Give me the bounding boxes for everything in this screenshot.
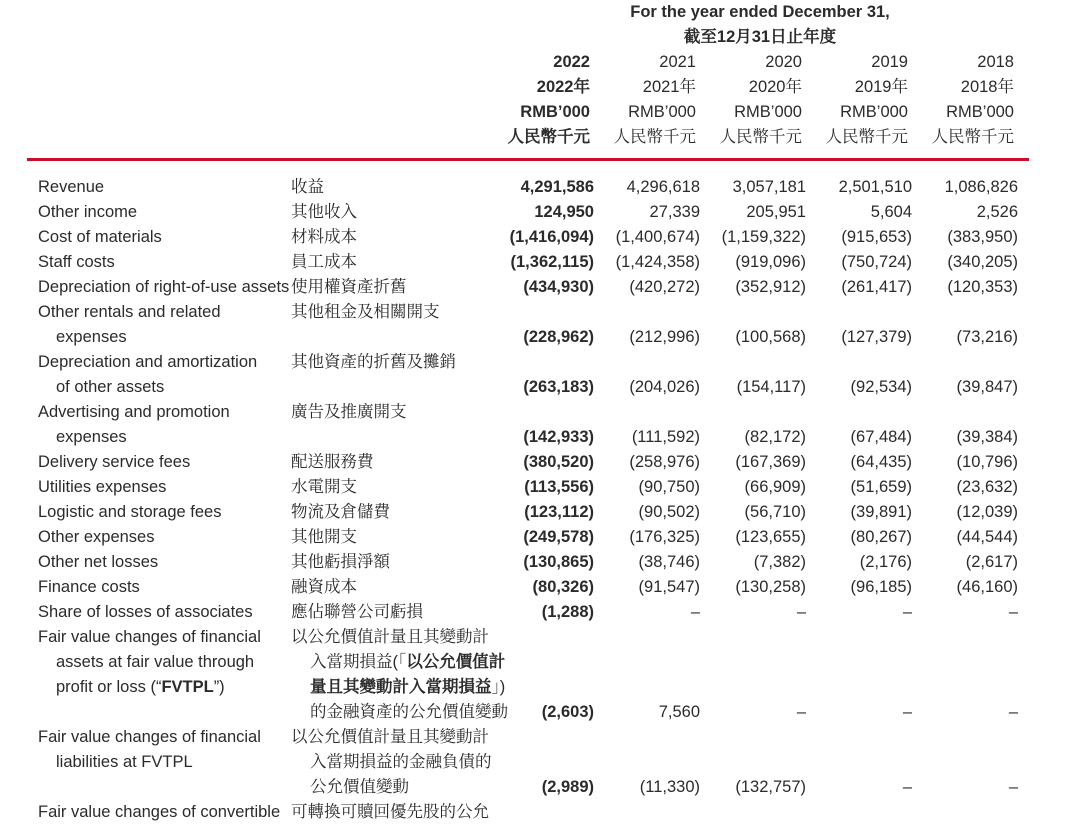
row-label-zh: 的金融資產的公允價值變動 — [310, 703, 508, 721]
row-label-zh: 入當期損益的金融負債的 — [310, 753, 492, 771]
value-cell: (39,847) — [956, 378, 1018, 396]
value-cell: (90,502) — [638, 503, 700, 521]
col-year-zh: 2020年 — [748, 78, 802, 96]
table-row — [0, 525, 1077, 550]
value-cell: (1,416,094) — [509, 228, 594, 246]
col-year: 2019 — [871, 53, 908, 71]
row-label-zh: 其他虧損淨額 — [291, 553, 390, 571]
value-cell: (420,272) — [629, 278, 700, 296]
row-label-en: profit or loss (“FVTPL”) — [56, 678, 225, 696]
col-year-zh: 2021年 — [642, 78, 696, 96]
row-label-en: Depreciation and amortization — [38, 353, 258, 371]
row-label-en: Fair value changes of convertible — [38, 803, 281, 821]
value-cell: 2,501,510 — [838, 178, 912, 196]
table-row — [0, 675, 1077, 700]
value-cell: 4,291,586 — [520, 178, 594, 196]
col-unit-zh: 人民幣千元 — [931, 128, 1014, 146]
row-label-en: Fair value changes of financial — [38, 728, 261, 746]
row-label-zh: 融資成本 — [291, 578, 357, 596]
value-cell: – — [902, 603, 912, 621]
value-cell: (132,757) — [735, 778, 806, 796]
financial-table-body — [0, 175, 1077, 825]
row-label-zh: 其他收入 — [291, 203, 357, 221]
row-label-en: of other assets — [56, 378, 165, 396]
value-cell: (123,112) — [524, 503, 594, 521]
table-row — [0, 775, 1077, 800]
col-year: 2021 — [659, 53, 696, 71]
value-cell: (44,544) — [956, 528, 1018, 546]
value-cell: (1,400,674) — [615, 228, 700, 246]
value-cell: (130,865) — [523, 553, 594, 571]
value-cell: (142,933) — [523, 428, 594, 446]
value-cell: (383,950) — [947, 228, 1018, 246]
value-cell: (10,796) — [956, 453, 1018, 471]
col-year: 2018 — [977, 53, 1014, 71]
value-cell: (123,655) — [735, 528, 806, 546]
table-row — [0, 625, 1077, 650]
value-cell: (56,710) — [744, 503, 806, 521]
row-label-zh: 材料成本 — [291, 228, 357, 246]
value-cell: (92,534) — [850, 378, 912, 396]
value-cell: (228,962) — [523, 328, 594, 346]
row-label-en: liabilities at FVTPL — [56, 753, 193, 771]
col-unit: RMB’000 — [734, 103, 802, 121]
col-unit: RMB’000 — [628, 103, 696, 121]
value-cell: (915,653) — [841, 228, 912, 246]
col-unit: RMB’000 — [520, 103, 590, 121]
value-cell: (51,659) — [850, 478, 912, 496]
table-row — [0, 550, 1077, 575]
row-label-en: Fair value changes of financial — [38, 628, 261, 646]
row-label-en: Logistic and storage fees — [38, 503, 222, 521]
value-cell: (82,172) — [744, 428, 806, 446]
value-cell: (1,159,322) — [721, 228, 806, 246]
value-cell: (90,750) — [638, 478, 700, 496]
table-row — [0, 600, 1077, 625]
table-row — [0, 500, 1077, 525]
value-cell: (380,520) — [523, 453, 594, 471]
value-cell: – — [690, 603, 700, 621]
value-cell: (167,369) — [735, 453, 806, 471]
value-cell: (2,176) — [859, 553, 912, 571]
header-title-en: For the year ended December 31, — [630, 3, 890, 21]
row-label-zh: 可轉換可贖回優先股的公允 — [291, 803, 489, 821]
row-label-en: expenses — [56, 428, 127, 446]
col-year-zh: 2019年 — [854, 78, 908, 96]
value-cell: (7,382) — [753, 553, 806, 571]
value-cell: (130,258) — [735, 578, 806, 596]
table-row — [0, 725, 1077, 750]
col-year: 2020 — [765, 53, 802, 71]
table-row — [0, 750, 1077, 775]
value-cell: (1,362,115) — [510, 253, 594, 271]
value-cell: (154,117) — [736, 378, 806, 396]
table-row — [0, 225, 1077, 250]
value-cell: (249,578) — [523, 528, 594, 546]
table-row — [0, 325, 1077, 350]
value-cell: (73,216) — [956, 328, 1018, 346]
value-cell: (120,353) — [947, 278, 1018, 296]
value-cell: – — [902, 703, 912, 721]
value-cell: (1,288) — [541, 603, 594, 621]
table-row — [0, 575, 1077, 600]
col-unit: RMB’000 — [946, 103, 1014, 121]
table-row — [0, 400, 1077, 425]
row-label-zh: 員工成本 — [291, 253, 357, 271]
table-row — [0, 800, 1077, 825]
value-cell: (919,096) — [735, 253, 806, 271]
table-row — [0, 650, 1077, 675]
table-row — [0, 350, 1077, 375]
value-cell: (39,384) — [956, 428, 1018, 446]
col-unit-zh: 人民幣千元 — [719, 128, 802, 146]
header-divider — [27, 158, 1029, 161]
value-cell: (352,912) — [735, 278, 806, 296]
value-cell: (2,989) — [541, 778, 594, 796]
row-label-zh: 應佔聯營公司虧損 — [291, 603, 423, 621]
row-label-en: Finance costs — [38, 578, 140, 596]
row-label-en: Advertising and promotion — [38, 403, 230, 421]
row-label-en: Other expenses — [38, 528, 155, 546]
value-cell: (39,891) — [850, 503, 912, 521]
row-label-zh: 其他租金及相關開支 — [291, 303, 440, 321]
row-label-en: expenses — [56, 328, 127, 346]
table-row — [0, 475, 1077, 500]
row-label-en: Other income — [38, 203, 138, 221]
row-label-zh: 水電開支 — [291, 478, 357, 496]
col-unit-zh: 人民幣千元 — [825, 128, 908, 146]
table-row — [0, 175, 1077, 200]
value-cell: 5,604 — [870, 203, 912, 221]
value-cell: (66,909) — [744, 478, 806, 496]
value-cell: (46,160) — [956, 578, 1018, 596]
row-label-zh: 物流及倉儲費 — [291, 503, 390, 521]
header-title-zh: 截至12月31日止年度 — [683, 28, 837, 46]
value-cell: (80,326) — [532, 578, 594, 596]
table-row — [0, 375, 1077, 400]
row-label-zh: 入當期損益(「以公允價值計 — [310, 653, 506, 671]
value-cell: (750,724) — [841, 253, 912, 271]
row-label-en: assets at fair value through — [56, 653, 255, 671]
row-label-en: Share of losses of associates — [38, 603, 253, 621]
value-cell: 2,526 — [976, 203, 1018, 221]
value-cell: – — [1008, 703, 1018, 721]
value-cell: 205,951 — [746, 203, 806, 221]
value-cell: (80,267) — [850, 528, 912, 546]
value-cell: (1,424,358) — [615, 253, 700, 271]
row-label-en: Other net losses — [38, 553, 159, 571]
value-cell: (176,325) — [629, 528, 700, 546]
value-cell: (434,930) — [523, 278, 594, 296]
value-cell: – — [796, 603, 806, 621]
value-cell: (100,568) — [735, 328, 806, 346]
row-label-zh: 公允價值變動 — [310, 778, 409, 796]
value-cell: (258,976) — [629, 453, 700, 471]
row-label-en: Other rentals and related — [38, 303, 221, 321]
value-cell: – — [796, 703, 806, 721]
col-year-zh: 2018年 — [960, 78, 1014, 96]
row-label-zh: 廣告及推廣開支 — [291, 403, 407, 421]
row-label-en: Staff costs — [38, 253, 115, 271]
table-row — [0, 275, 1077, 300]
row-label-zh: 配送服務費 — [291, 453, 374, 471]
col-unit-zh: 人民幣千元 — [613, 128, 696, 146]
value-cell: (11,330) — [639, 778, 700, 796]
table-row — [0, 425, 1077, 450]
table-row — [0, 300, 1077, 325]
value-cell: (113,556) — [524, 478, 594, 496]
value-cell: (261,417) — [841, 278, 912, 296]
value-cell: (2,617) — [965, 553, 1018, 571]
value-cell: (212,996) — [629, 328, 700, 346]
row-label-en: Utilities expenses — [38, 478, 167, 496]
row-label-zh: 其他資產的折舊及攤銷 — [291, 353, 456, 371]
row-label-en: Delivery service fees — [38, 453, 191, 471]
value-cell: (38,746) — [638, 553, 700, 571]
row-label-zh: 以公允價值計量且其變動計 — [291, 728, 489, 746]
value-cell: (91,547) — [638, 578, 700, 596]
value-cell: – — [902, 778, 912, 796]
value-cell: 27,339 — [649, 203, 700, 221]
value-cell: (111,592) — [631, 428, 700, 446]
table-row — [0, 250, 1077, 275]
value-cell: (340,205) — [947, 253, 1018, 271]
value-cell: 124,950 — [534, 203, 594, 221]
value-cell: 7,560 — [658, 703, 700, 721]
value-cell: (23,632) — [956, 478, 1018, 496]
value-cell: 4,296,618 — [626, 178, 700, 196]
value-cell: (96,185) — [850, 578, 912, 596]
value-cell: (263,183) — [523, 378, 594, 396]
value-cell: (2,603) — [541, 703, 594, 721]
value-cell: – — [1008, 603, 1018, 621]
col-year: 2022 — [553, 53, 590, 71]
row-label-en: Revenue — [38, 178, 105, 196]
value-cell: 1,086,826 — [944, 178, 1018, 196]
row-label-en: Depreciation of right-of-use assets — [38, 278, 290, 296]
table-row — [0, 450, 1077, 475]
row-label-zh: 使用權資產折舊 — [291, 278, 407, 296]
row-label-zh: 量且其變動計入當期損益」) — [310, 678, 506, 696]
value-cell: (64,435) — [850, 453, 912, 471]
value-cell: (67,484) — [850, 428, 912, 446]
col-year-zh: 2022年 — [536, 78, 590, 96]
value-cell: (204,026) — [629, 378, 700, 396]
value-cell: (12,039) — [956, 503, 1018, 521]
col-unit-zh: 人民幣千元 — [507, 128, 590, 146]
table-row — [0, 200, 1077, 225]
row-label-en: Cost of materials — [38, 228, 162, 246]
value-cell: 3,057,181 — [732, 178, 806, 196]
row-label-zh: 其他開支 — [291, 528, 357, 546]
col-unit: RMB’000 — [840, 103, 908, 121]
value-cell: (127,379) — [841, 328, 912, 346]
row-label-zh: 收益 — [291, 178, 324, 196]
table-row — [0, 700, 1077, 725]
row-label-zh: 以公允價值計量且其變動計 — [291, 628, 489, 646]
value-cell: – — [1008, 778, 1018, 796]
